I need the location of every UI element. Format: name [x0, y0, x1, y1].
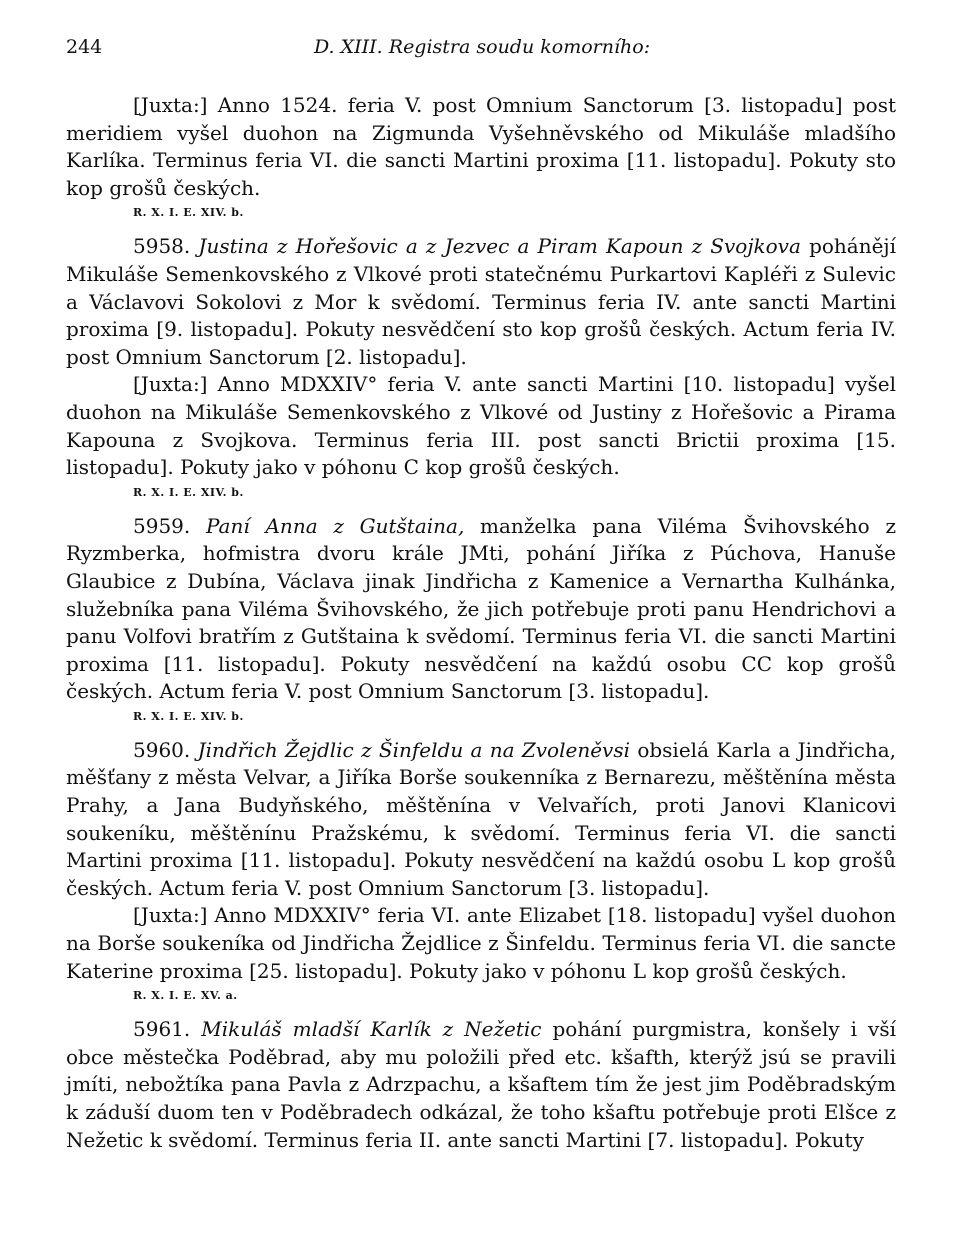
entry-5961 — [66, 1016, 896, 1154]
entry-text: obsielá Karla a Jindřicha, měšťany z města Velvar, a Jiříka Borše soukenníka z Bernarezu, měštěnína města Prahy, a Jana Budyňského, měštěnína v Velvařích, proti Janovi Klanicovi soukeníku, měštěnínu Pražskému, k svědomí. Terminus feria VI. die sancti Martini proxima [11. listopadu]. Pokuty nesvědčení na každú osobu L kop grošů českých. Actum feria V. post Omnium Sanctorum [3. listopadu]. — [66, 737, 897, 900]
entry-number: 5959. — [133, 513, 191, 538]
page-header — [66, 36, 896, 58]
entry-5959 — [66, 513, 896, 706]
entry-party: Mikuláš mladší Karlík z Nežetic — [201, 1017, 542, 1042]
juxta-paragraph: [Juxta:] Anno MDXXIV° feria VI. ante Elizabet [18. listopadu] vyšel duohon na Borše soukeníka od Jindřicha Žejdlice z Šinfeldu. Terminus feria VI. die sancte Katerine proxima [25. listopadu]. Pokuty jako v póhonu L kop grošů českých. — [66, 903, 896, 983]
entry-number: 5958. — [133, 234, 191, 259]
entry-5960 — [66, 737, 896, 903]
entry-number: 5960. — [133, 737, 191, 762]
archive-signature: R. X. I. E. XIV. b. — [133, 709, 244, 723]
entry-party: Paní Anna z Gutštaina, — [206, 513, 465, 538]
page-number: 244 — [66, 36, 103, 58]
entry-5958 — [66, 233, 896, 371]
entry-text: pohánějí Mikuláše Semenkovského z Vlkové proti statečnému Purkartovi Kapléři z Sulevic a Václavovi Sokolovi z Mor k svědomí. Terminus feria IV. ante sancti Martini proxima [9. listopadu]. Pokuty nesvědčení sto kop grošů českých. Actum feria IV. post Omnium Sanctorum [2. listopadu]. — [66, 234, 897, 369]
archive-signature: R. X. I. E. XV. a. — [133, 989, 238, 1003]
archive-signature: R. X. I. E. XIV. b. — [133, 485, 244, 499]
entry-party: Jindřich Žejdlic z Šinfeldu a na Zvoleněvsi — [197, 737, 631, 762]
entry-text: manželka pana Viléma Švihovského z Ryzmberka, hofmistra dvoru krále JMti, pohání Jiříka z Púchova, Hanuše Glaubice z Dubína, Václava jinak Jindřicha z Kamenice a Vernartha Kulhánka, služebníka pana Viléma Švihovského, že jich potřebuje proti panu Hendrichovi a panu Volfovi bratřím z Gutštaina k svědomí. Terminus feria VI. die sancti Martini proxima [11. listopadu]. Pokuty nesvědčení na každú osobu CC kop grošů českých. Actum feria V. post Omnium Sanctorum [3. listopadu]. — [66, 513, 896, 704]
juxta-paragraph: [Juxta:] Anno MDXXIV° feria V. ante sancti Martini [10. listopadu] vyšel duohon na Mikuláše Semenkovského z Vlkové od Justiny z Hořešovic a Pirama Kapouna z Svojkova. Terminus feria III. post sancti Brictii proxima [15. listopadu]. Pokuty jako v póhonu C kop grošů českých. — [66, 372, 896, 480]
continuation-paragraph: [Juxta:] Anno 1524. feria V. post Omnium Sanctorum [3. listopadu] post meridiem vyšel duohon na Zigmunda Vyšehněvského od Mikuláše mladšího Karlíka. Terminus feria VI. die sancti Martini proxima [11. listopadu]. Pokuty sto kop grošů českých. — [66, 93, 896, 200]
running-title: D. XIII. Registra soudu komorního: — [314, 36, 651, 58]
archive-signature: R. X. I. E. XIV. b. — [133, 206, 244, 220]
entry-text: pohání purgmistra, konšely i vší obce městečka Poděbrad, aby mu položili před etc. kšafth, kterýž jsú se pravili jmíti, nebožtíka pana Pavla z Adrzpachu, a kšaftem tím že jest jim Poděbradským k záduší duom ten v Poděbradech odkázal, že toho kšaftu potřebuje proti Elšce z Nežetic k svědomí. Terminus feria II. ante sancti Martini [7. listopadu]. Pokuty — [66, 1017, 897, 1152]
entry-party: Justina z Hořešovic a z Jezvec a Piram Kapoun z Svojkova — [198, 234, 801, 259]
entry-number: 5961. — [133, 1017, 191, 1042]
